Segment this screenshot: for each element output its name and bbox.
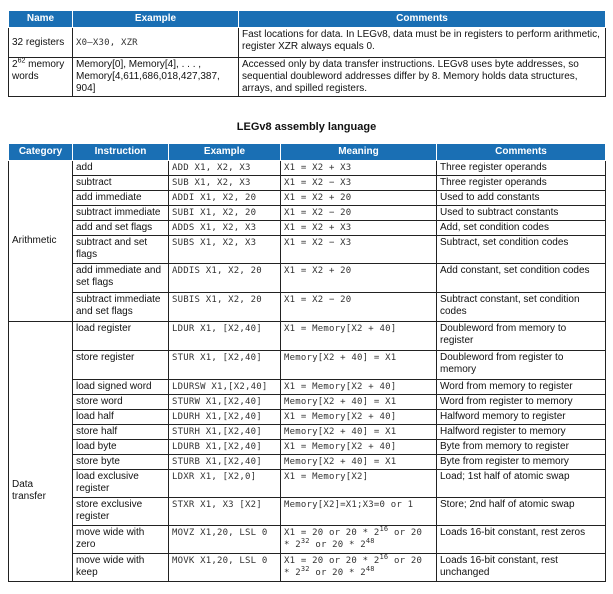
meaning-cell: X1 = X2 + 20 — [281, 191, 437, 206]
table-row — [9, 470, 606, 498]
table-row — [9, 410, 606, 425]
table-row — [9, 455, 606, 470]
instruction-cell: store exclusive register — [73, 498, 169, 526]
comments-cell: Used to subtract constants — [437, 206, 606, 221]
comments-cell: Byte from memory to register — [437, 440, 606, 455]
example-cell: SUBIS X1, X2, 20 — [169, 293, 281, 322]
instruction-cell: load register — [73, 322, 169, 351]
category-arithmetic: Arithmetic — [9, 161, 73, 322]
meaning-cell: X1 = 20 or $20 * 2^{16}$ or $20 * 2^{32}$ or $20 * 2^{48}$ — [281, 526, 437, 554]
header-comments: Comments — [239, 11, 606, 28]
instruction-cell: add immediate and set flags — [73, 264, 169, 293]
meaning-cell: X1 = X2 − X3 — [281, 236, 437, 264]
meaning-cell: Memory[X2 + 40] = X1 — [281, 395, 437, 410]
name-cell: 32 registers — [9, 28, 73, 58]
instruction-cell: move wide with zero — [73, 526, 169, 554]
example-cell: LDURSW X1,[X2,40] — [169, 380, 281, 395]
instruction-cell: load signed word — [73, 380, 169, 395]
header-instruction: Instruction — [73, 144, 169, 161]
table-row — [9, 176, 606, 191]
meaning-cell: X1 = X2 + X3 — [281, 221, 437, 236]
header-example: Example — [169, 144, 281, 161]
comments-cell: Fast locations for data. In LEGv8, data must be in registers to perform arithmetic, register XZR always equals 0. — [239, 28, 606, 58]
instruction-cell: move wide with keep — [73, 554, 169, 582]
table-row — [9, 351, 606, 380]
comments-cell: Add constant, set condition codes — [437, 264, 606, 293]
comments-cell: Doubleword from register to memory — [437, 351, 606, 380]
registers-memory-table — [8, 10, 606, 97]
meaning-cell: X1 = X2 + X3 — [281, 161, 437, 176]
meaning-cell: X1 = X2 − 20 — [281, 206, 437, 221]
table-row — [9, 191, 606, 206]
comments-cell: Word from memory to register — [437, 380, 606, 395]
top-table-header — [9, 11, 606, 28]
comments-cell: Subtract, set condition codes — [437, 236, 606, 264]
instruction-cell: store half — [73, 425, 169, 440]
instruction-cell: subtract immediate — [73, 206, 169, 221]
instruction-cell: load byte — [73, 440, 169, 455]
instruction-cell: subtract — [73, 176, 169, 191]
comments-cell: Three register operands — [437, 161, 606, 176]
meaning-cell: Memory[X2 + 40] = X1 — [281, 351, 437, 380]
example-cell: LDUR X1, [X2,40] — [169, 322, 281, 351]
example-cell: LDURH X1,[X2,40] — [169, 410, 281, 425]
table-row — [9, 206, 606, 221]
comments-cell: Accessed only by data transfer instructions. LEGv8 uses byte addresses, so sequential doubleword addresses differ by 8. Memory holds data structures, arrays, and spilled registers. — [239, 58, 606, 97]
example-cell: MOVK X1,20, LSL 0 — [169, 554, 281, 582]
instruction-cell: store byte — [73, 455, 169, 470]
comments-cell: Doubleword from memory to register — [437, 322, 606, 351]
meaning-cell: X1 = X2 − X3 — [281, 176, 437, 191]
table-row — [9, 440, 606, 455]
comments-cell: Store; 2nd half of atomic swap — [437, 498, 606, 526]
example-cell: ADD X1, X2, X3 — [169, 161, 281, 176]
meaning-cell: Memory[X2 + 40] = X1 — [281, 425, 437, 440]
example-cell: ADDIS X1, X2, 20 — [169, 264, 281, 293]
example-cell: X0–X30, XZR — [73, 28, 239, 58]
meaning-cell: X1 = X2 + 20 — [281, 264, 437, 293]
name-cell: $2^{62}$ memory words — [9, 58, 73, 97]
table-row — [9, 395, 606, 410]
header-example: Example — [73, 11, 239, 28]
comments-cell: Three register operands — [437, 176, 606, 191]
meaning-cell: X1 = Memory[X2] — [281, 470, 437, 498]
table-row — [9, 425, 606, 440]
comments-cell: Loads 16-bit constant, rest zeros — [437, 526, 606, 554]
category-data-transfer: Data transfer — [9, 322, 73, 582]
comments-cell: Halfword register to memory — [437, 425, 606, 440]
meaning-cell: X1 = X2 − 20 — [281, 293, 437, 322]
meaning-cell: X1 = Memory[X2 + 40] — [281, 410, 437, 425]
meaning-cell: Memory[X2 + 40] = X1 — [281, 455, 437, 470]
example-cell: ADDS X1, X2, X3 — [169, 221, 281, 236]
main-table-header — [9, 144, 606, 161]
example-cell: STURW X1,[X2,40] — [169, 395, 281, 410]
comments-cell: Loads 16-bit constant, rest unchanged — [437, 554, 606, 582]
header-name: Name — [9, 11, 73, 28]
meaning-cell: X1 = Memory[X2 + 40] — [281, 440, 437, 455]
example-cell: STURB X1,[X2,40] — [169, 455, 281, 470]
exponent: 62 — [17, 57, 26, 65]
comments-cell: Load; 1st half of atomic swap — [437, 470, 606, 498]
table-row — [9, 58, 606, 97]
meaning-cell: X1 = Memory[X2 + 40] — [281, 322, 437, 351]
instruction-cell: store register — [73, 351, 169, 380]
comments-cell: Word from register to memory — [437, 395, 606, 410]
table-row — [9, 526, 606, 554]
table-row — [9, 161, 606, 176]
instruction-cell: subtract immediate and set flags — [73, 293, 169, 322]
example-cell: STUR X1, [X2,40] — [169, 351, 281, 380]
meaning-cell: X1 = Memory[X2 + 40] — [281, 380, 437, 395]
comments-cell: Halfword memory to register — [437, 410, 606, 425]
table-row — [9, 28, 606, 58]
example-cell: ADDI X1, X2, 20 — [169, 191, 281, 206]
example-cell: Memory[0], Memory[4], . . . , Memory[4,611,686,018,427,387, 904] — [73, 58, 239, 97]
table-row — [9, 293, 606, 322]
instruction-cell: load exclusive register — [73, 470, 169, 498]
instruction-cell: store word — [73, 395, 169, 410]
table-row — [9, 498, 606, 526]
comments-cell: Byte from register to memory — [437, 455, 606, 470]
table-row — [9, 322, 606, 351]
instruction-cell: add — [73, 161, 169, 176]
example-cell: SUBS X1, X2, X3 — [169, 236, 281, 264]
table-row — [9, 264, 606, 293]
meaning-cell: X1 = 20 or $20 * 2^{16}$ or $20 * 2^{32}$ or $20 * 2^{48}$ — [281, 554, 437, 582]
example-cell: SUBI X1, X2, 20 — [169, 206, 281, 221]
assembly-language-table — [8, 143, 606, 582]
header-meaning: Meaning — [281, 144, 437, 161]
example-cell: LDXR X1, [X2,0] — [169, 470, 281, 498]
comments-cell: Used to add constants — [437, 191, 606, 206]
main-table-body — [9, 161, 606, 582]
example-cell: MOVZ X1,20, LSL 0 — [169, 526, 281, 554]
example-cell: LDURB X1,[X2,40] — [169, 440, 281, 455]
example-cell: SUB X1, X2, X3 — [169, 176, 281, 191]
meaning-cell: Memory[X2]=X1;X3=0 or 1 — [281, 498, 437, 526]
header-comments: Comments — [437, 144, 606, 161]
instruction-cell: subtract and set flags — [73, 236, 169, 264]
example-cell: STURH X1,[X2,40] — [169, 425, 281, 440]
table-row — [9, 236, 606, 264]
instruction-cell: add immediate — [73, 191, 169, 206]
instruction-cell: add and set flags — [73, 221, 169, 236]
comments-cell: Subtract constant, set condition codes — [437, 293, 606, 322]
example-cell: STXR X1, X3 [X2] — [169, 498, 281, 526]
comments-cell: Add, set condition codes — [437, 221, 606, 236]
table-row — [9, 380, 606, 395]
table-row — [9, 221, 606, 236]
header-category: Category — [9, 144, 73, 161]
table-row — [9, 554, 606, 582]
instruction-cell: load half — [73, 410, 169, 425]
section-title: LEGv8 assembly language — [236, 121, 377, 133]
